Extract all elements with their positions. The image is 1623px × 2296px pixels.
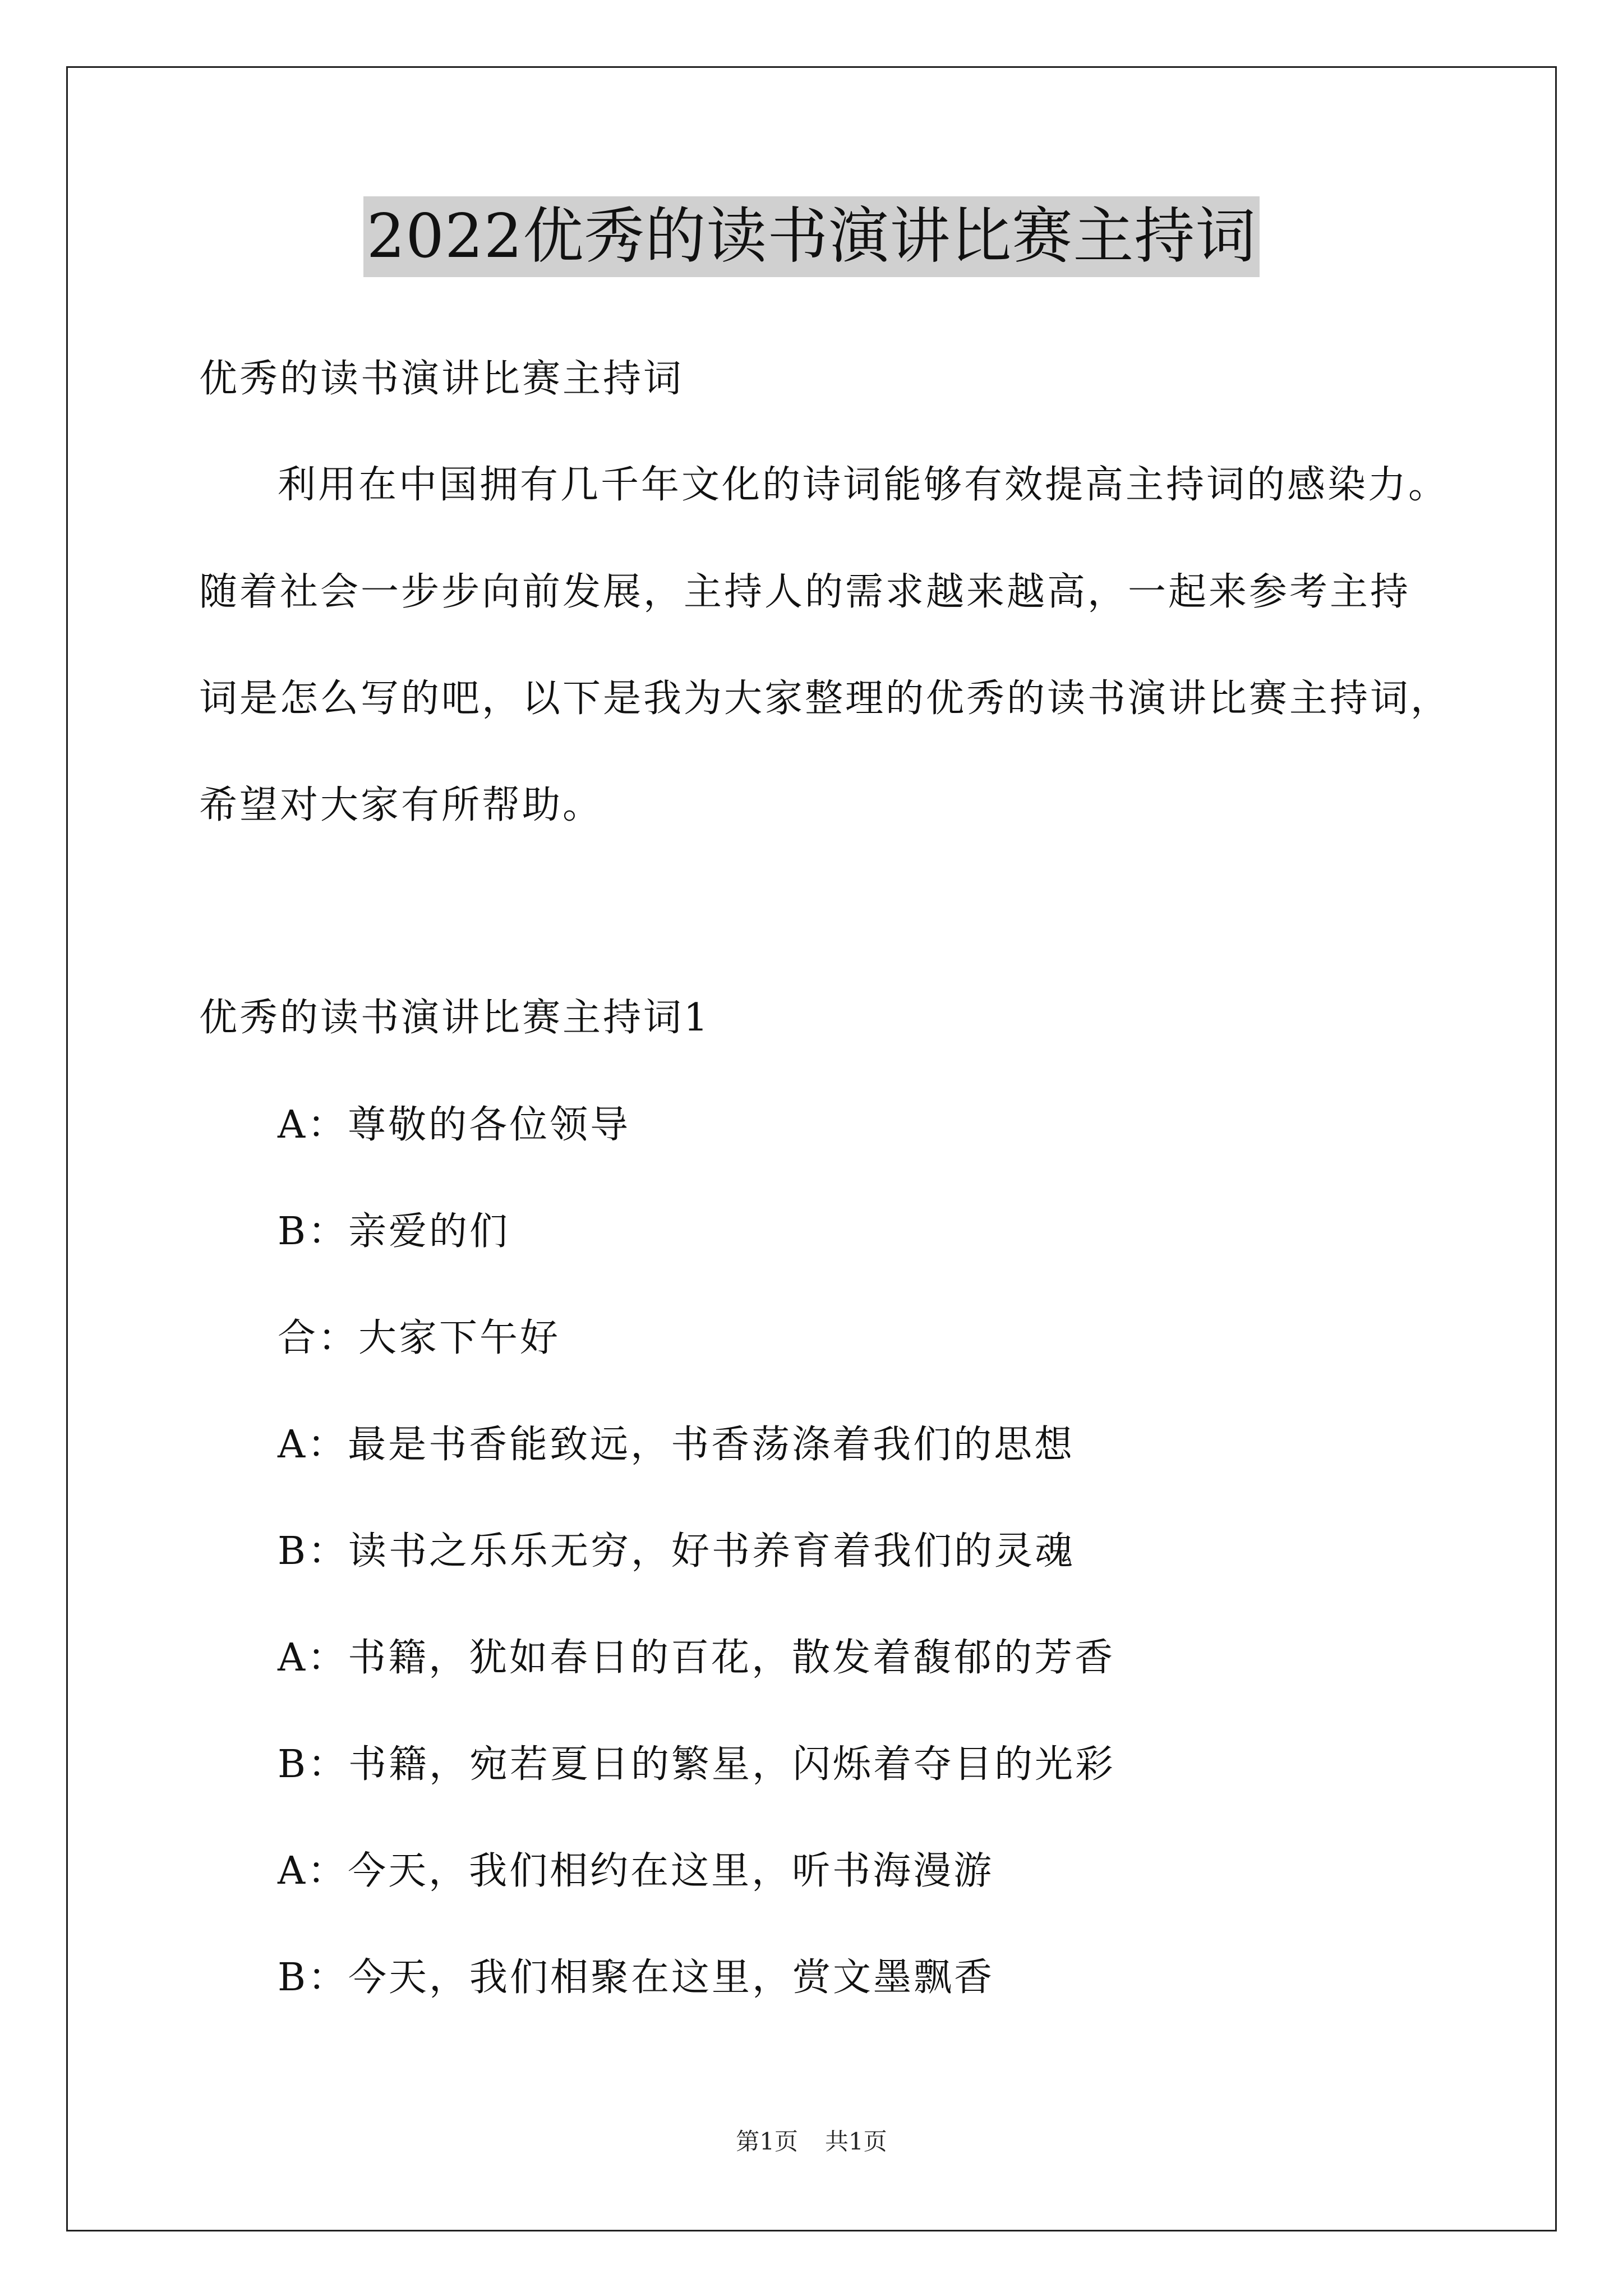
dialogue-line-2: B：亲爱的们 xyxy=(278,1209,510,1254)
dialogue-line-4: A：最是书香能致远，书香荡涤着我们的思想 xyxy=(278,1423,1075,1467)
page-number-total: 共1页 xyxy=(825,2128,887,2155)
dialogue-line-9: B：今天，我们相聚在这里，赏文墨飘香 xyxy=(278,1955,994,2000)
document-subtitle: 优秀的读书演讲比赛主持词 xyxy=(199,357,684,401)
dialogue-line-1: A：尊敬的各位领导 xyxy=(278,1103,631,1147)
dialogue-line-5: B：读书之乐乐无穷，好书养育着我们的灵魂 xyxy=(278,1529,1075,1573)
dialogue-line-3: 合：大家下午好 xyxy=(278,1316,561,1360)
intro-line-4: 希望对大家有所帮助。 xyxy=(199,783,603,827)
page-number-current: 第1页 xyxy=(736,2128,798,2155)
intro-line-2: 随着社会一步步向前发展，主持人的需求越来越高，一起来参考主持 xyxy=(199,570,1411,614)
dialogue-line-7: B：书籍，宛若夏日的繁星，闪烁着夺目的光彩 xyxy=(278,1742,1115,1787)
dialogue-line-6: A：书籍，犹如春日的百花，散发着馥郁的芳香 xyxy=(278,1636,1115,1680)
intro-line-3: 词是怎么写的吧，以下是我为大家整理的优秀的读书演讲比赛主持词， xyxy=(199,677,1451,721)
section-heading: 优秀的读书演讲比赛主持词1 xyxy=(199,996,711,1040)
dialogue-line-8: A：今天，我们相约在这里，听书海漫游 xyxy=(278,1849,994,1893)
page-footer xyxy=(0,2127,1623,2156)
title-container xyxy=(0,196,1623,277)
intro-line-1: 利用在中国拥有几千年文化的诗词能够有效提高主持词的感染力。 xyxy=(278,463,1449,507)
document-title: 2022优秀的读书演讲比赛主持词 xyxy=(363,196,1260,277)
